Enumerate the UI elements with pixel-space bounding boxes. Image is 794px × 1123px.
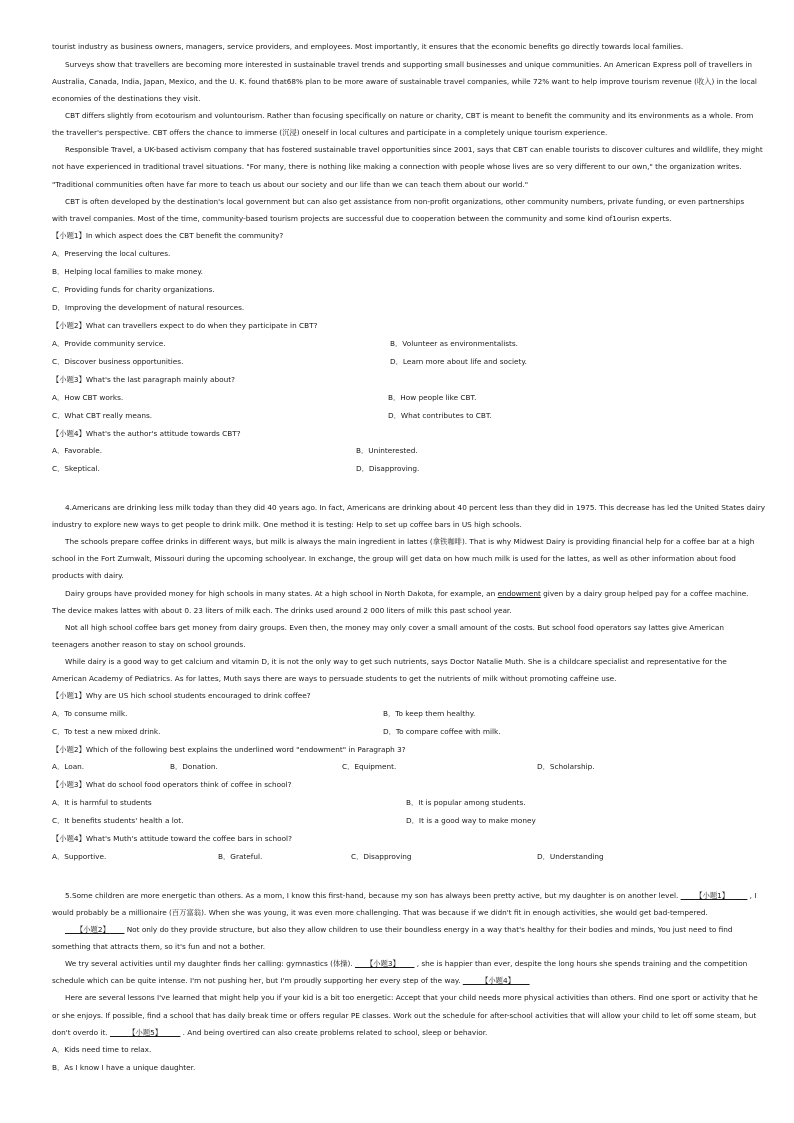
blank-2[interactable]: ___【小题2】____: [65, 925, 125, 934]
answer-option[interactable]: D．Learn more about life and society.: [390, 357, 527, 366]
answer-option[interactable]: A．Provide community service.: [52, 339, 166, 348]
p5-line: [52, 976, 742, 985]
answer-option[interactable]: A．How CBT works.: [52, 393, 124, 402]
answer-option[interactable]: D．To compare coffee with milk.: [383, 727, 501, 736]
p3-line: Responsible Travel, a UK-based activism company that has fostered sustainable travel opportunities since 2001, says that CBT can enable tourists to discover cultures and wildlife, they might: [65, 145, 763, 154]
blank-5[interactable]: _____【小题5】_____: [110, 1028, 181, 1037]
blank-label: 【小题5】: [128, 1028, 163, 1037]
p4-line: Not all high school coffee bars get money from dairy groups. Even then, the money may only cover a small amount of the costs. But school food operators say lattes give American: [65, 623, 725, 632]
p3-line: "Traditional communities often have far more to teach us about our society and our life than we can teach them about our world.": [52, 180, 529, 189]
text-span: . And being overtired can also create problems related to school, sleep or behavior.: [180, 1028, 488, 1037]
answer-option[interactable]: B．How people like CBT.: [388, 393, 477, 402]
answer-option[interactable]: C．To test a new mixed drink.: [52, 727, 161, 736]
answer-option[interactable]: B．As I know I have a unique daughter.: [52, 1063, 196, 1072]
question-stem: 【小题4】What's the author's attitude towards CBT?: [52, 429, 241, 438]
p4-line: While dairy is a good way to get calcium and vitamin D, it is not the only way to get such nutrients, says Doctor Natalie Muth. She is a childcare specialist and representative for the: [65, 657, 727, 666]
answer-option[interactable]: A．Loan.: [52, 762, 85, 771]
text-span: , she is happier than ever, despite the long hours she spends training and the competition: [414, 959, 748, 968]
answer-option[interactable]: A．Kids need time to relax.: [52, 1045, 152, 1054]
answer-option[interactable]: B．To keep them healthy.: [383, 709, 476, 718]
answer-option[interactable]: C．Discover business opportunities.: [52, 357, 184, 366]
p5-line: Here are several lessons I've learned that might help you if your kid is a bit too energetic: Accept that your child needs more physical activities than others. Find one sport or activity that he: [65, 993, 758, 1002]
text-span: schedule which can be quite intense. I'm not pushing her, but I'm proudly supporting her every step of the way.: [52, 976, 463, 985]
p3-line: Surveys show that travellers are becoming more interested in sustainable travel trends and supporting small businesses and unique communities. An American Express poll of travellers in: [65, 60, 752, 69]
answer-option[interactable]: C．It benefits students' health a lot.: [52, 816, 184, 825]
text-span: 5.Some children are more energetic than others. As a mom, I know this first-hand, because my son has always been pretty active, but my daughter is on another level.: [65, 891, 681, 900]
blank-label: 【小题1】: [695, 891, 730, 900]
answer-option[interactable]: D．What contributes to CBT.: [388, 411, 492, 420]
p3-line: with travel companies. Most of the time, community-based tourism projects are successful due to cooperation between the community and some kind of1ourisn experts.: [52, 214, 672, 223]
question-stem: 【小题1】Why are US hich school students encouraged to drink coffee?: [52, 691, 311, 700]
p3-line: not have experienced in traditional travel situations. "For many, there is nothing like making a connection with people whose lives are so very different to our own," the organization writes.: [52, 162, 742, 171]
answer-option[interactable]: D．It is a good way to make money: [406, 816, 536, 825]
text-span: Dairy groups have provided money for high schools in many states. At a high school in North Dakota, for example, an: [65, 589, 498, 598]
answer-option[interactable]: B．It is popular among students.: [406, 798, 526, 807]
p5-line: [52, 959, 755, 968]
answer-option[interactable]: A．Supportive.: [52, 852, 107, 861]
answer-option[interactable]: B．Helping local families to make money.: [52, 267, 203, 276]
p4-line: 4.Americans are drinking less milk today than they did 40 years ago. In fact, Americans are drinking about 40 percent less than they did in 1975. This decrease has led the United States dairy: [65, 503, 766, 512]
text-span: , I: [747, 891, 757, 900]
underlined-word: endowment: [497, 589, 541, 598]
question-stem: 【小题2】What can travellers expect to do when they participate in CBT?: [52, 321, 318, 330]
p5-line: would probably be a millionaire (百万富翁). When she was young, it was even more challenging. That was because if we didn't fit in enough activities, she would get bad-tempered.: [52, 908, 708, 917]
p5-line: [52, 1028, 742, 1037]
text-span: don't overdo it.: [52, 1028, 110, 1037]
p5-line: [52, 925, 755, 934]
answer-option[interactable]: A．It is harmful to students: [52, 798, 152, 807]
question-stem: 【小题4】What's Muth's attitude toward the coffee bars in school?: [52, 834, 292, 843]
answer-option[interactable]: C．Equipment.: [342, 762, 397, 771]
p4-line: The schools prepare coffee drinks in different ways, but milk is always the main ingredient in lattes (拿铁咖啡). That is why Midwest Dairy is providing financial help for a coffee bar at a high: [65, 537, 755, 546]
question-stem: 【小题3】What do school food operators think of coffee in school?: [52, 780, 292, 789]
p3-line: CBT is often developed by the destination's local government but can also get assistance from non-profit organizations, other community numbers, private funding, or even partnerships: [65, 197, 745, 206]
p4-line: industry to explore new ways to get people to drink milk. One method it is testing: Help to set up coffee bars in US high schools.: [52, 520, 522, 529]
p3-line: economies of the destinations they visit.: [52, 94, 201, 103]
answer-option[interactable]: B．Donation.: [170, 762, 218, 771]
answer-option[interactable]: C．Disapproving: [351, 852, 412, 861]
blank-1[interactable]: ____【小题1】_____: [680, 891, 748, 900]
p4-line: teenagers another reason to stay on school grounds.: [52, 640, 246, 649]
p4-line: American Academy of Pediatrics. As for lattes, Muth says there are ways to persuade students to get the nutrients of milk without promoting caffeine use.: [52, 674, 617, 683]
blank-label: 【小题3】: [365, 959, 400, 968]
answer-option[interactable]: C．Providing funds for charity organizations.: [52, 285, 215, 294]
answer-option[interactable]: D．Understanding: [537, 852, 604, 861]
text-span: Not only do they provide structure, but also they allow children to use their boundless energy in a way that's healthy for their bodies and minds, You just need to find: [124, 925, 733, 934]
p3-line: the traveller's perspective. CBT offers the chance to immerse (沉浸) oneself in local cultures and participate in a completely unique tourism experience.: [52, 128, 608, 137]
p4-line: school in the Fort Zumwalt, Missouri during the upcoming schoolyear. In exchange, the group will get data on how much milk is used for the lattes, as well as other information about food: [52, 554, 736, 563]
answer-option[interactable]: B．Volunteer as environmentalists.: [390, 339, 519, 348]
p3-line: CBT differs slightly from ecotourism and voluntourism. Rather than focusing specifically on nature or charity, CBT is meant to benefit the community and its environments as a whole. From: [65, 111, 754, 120]
answer-option[interactable]: A．To consume milk.: [52, 709, 128, 718]
answer-option[interactable]: B．Uninterested.: [356, 446, 418, 455]
text-span: We try several activities until my daughter finds her calling: gymnastics (体操).: [65, 959, 356, 968]
answer-option[interactable]: A．Preserving the local cultures.: [52, 249, 171, 258]
p5-line: something that attracts them, so it's fun and not a bother.: [52, 942, 266, 951]
answer-option[interactable]: A．Favorable.: [52, 446, 103, 455]
p4-line: [52, 589, 755, 598]
blank-3[interactable]: ___【小题3】____: [355, 959, 415, 968]
p3-line: Australia, Canada, India, Japan, Mexico, and the U. K. found that68% plan to be more aware of sustainable travel companies, while 72% want to help improve tourism revenue (收入) in the local: [52, 77, 757, 86]
answer-option[interactable]: D．Scholarship.: [537, 762, 595, 771]
p5-line: or she enjoys. If possible, find a school that has daily break time or offers regular PE classes. Work out the schedule for after-school activities that will allow your child to let off some steam, but: [52, 1011, 757, 1020]
p4-line: products with dairy.: [52, 571, 124, 580]
question-stem: 【小题3】What's the last paragraph mainly about?: [52, 375, 235, 384]
p3-line: tourist industry as business owners, managers, service providers, and employees. Most importantly, it ensures that the economic benefits go directly towards local families.: [52, 42, 684, 51]
answer-option[interactable]: D．Disapproving.: [356, 464, 420, 473]
blank-label: 【小题2】: [75, 925, 110, 934]
p4-line: The device makes lattes with about 0. 23 liters of milk each. The drinks used around 2 000 liters of milk this past school year.: [52, 606, 512, 615]
answer-option[interactable]: B．Grateful.: [218, 852, 263, 861]
question-stem: 【小题1】In which aspect does the CBT benefit the community?: [52, 231, 284, 240]
answer-option[interactable]: D．Improving the development of natural resources.: [52, 303, 245, 312]
answer-option[interactable]: C．What CBT really means.: [52, 411, 153, 420]
text-span: given by a dairy group helped pay for a coffee machine.: [540, 589, 749, 598]
blank-label: 【小题4】: [481, 976, 515, 985]
blank-4[interactable]: _____【小题4】____: [462, 976, 530, 985]
answer-option[interactable]: C．Skeptical.: [52, 464, 100, 473]
question-stem: 【小题2】Which of the following best explains the underlined word "endowment" in Paragraph 3?: [52, 745, 406, 754]
p5-line: [52, 891, 755, 900]
